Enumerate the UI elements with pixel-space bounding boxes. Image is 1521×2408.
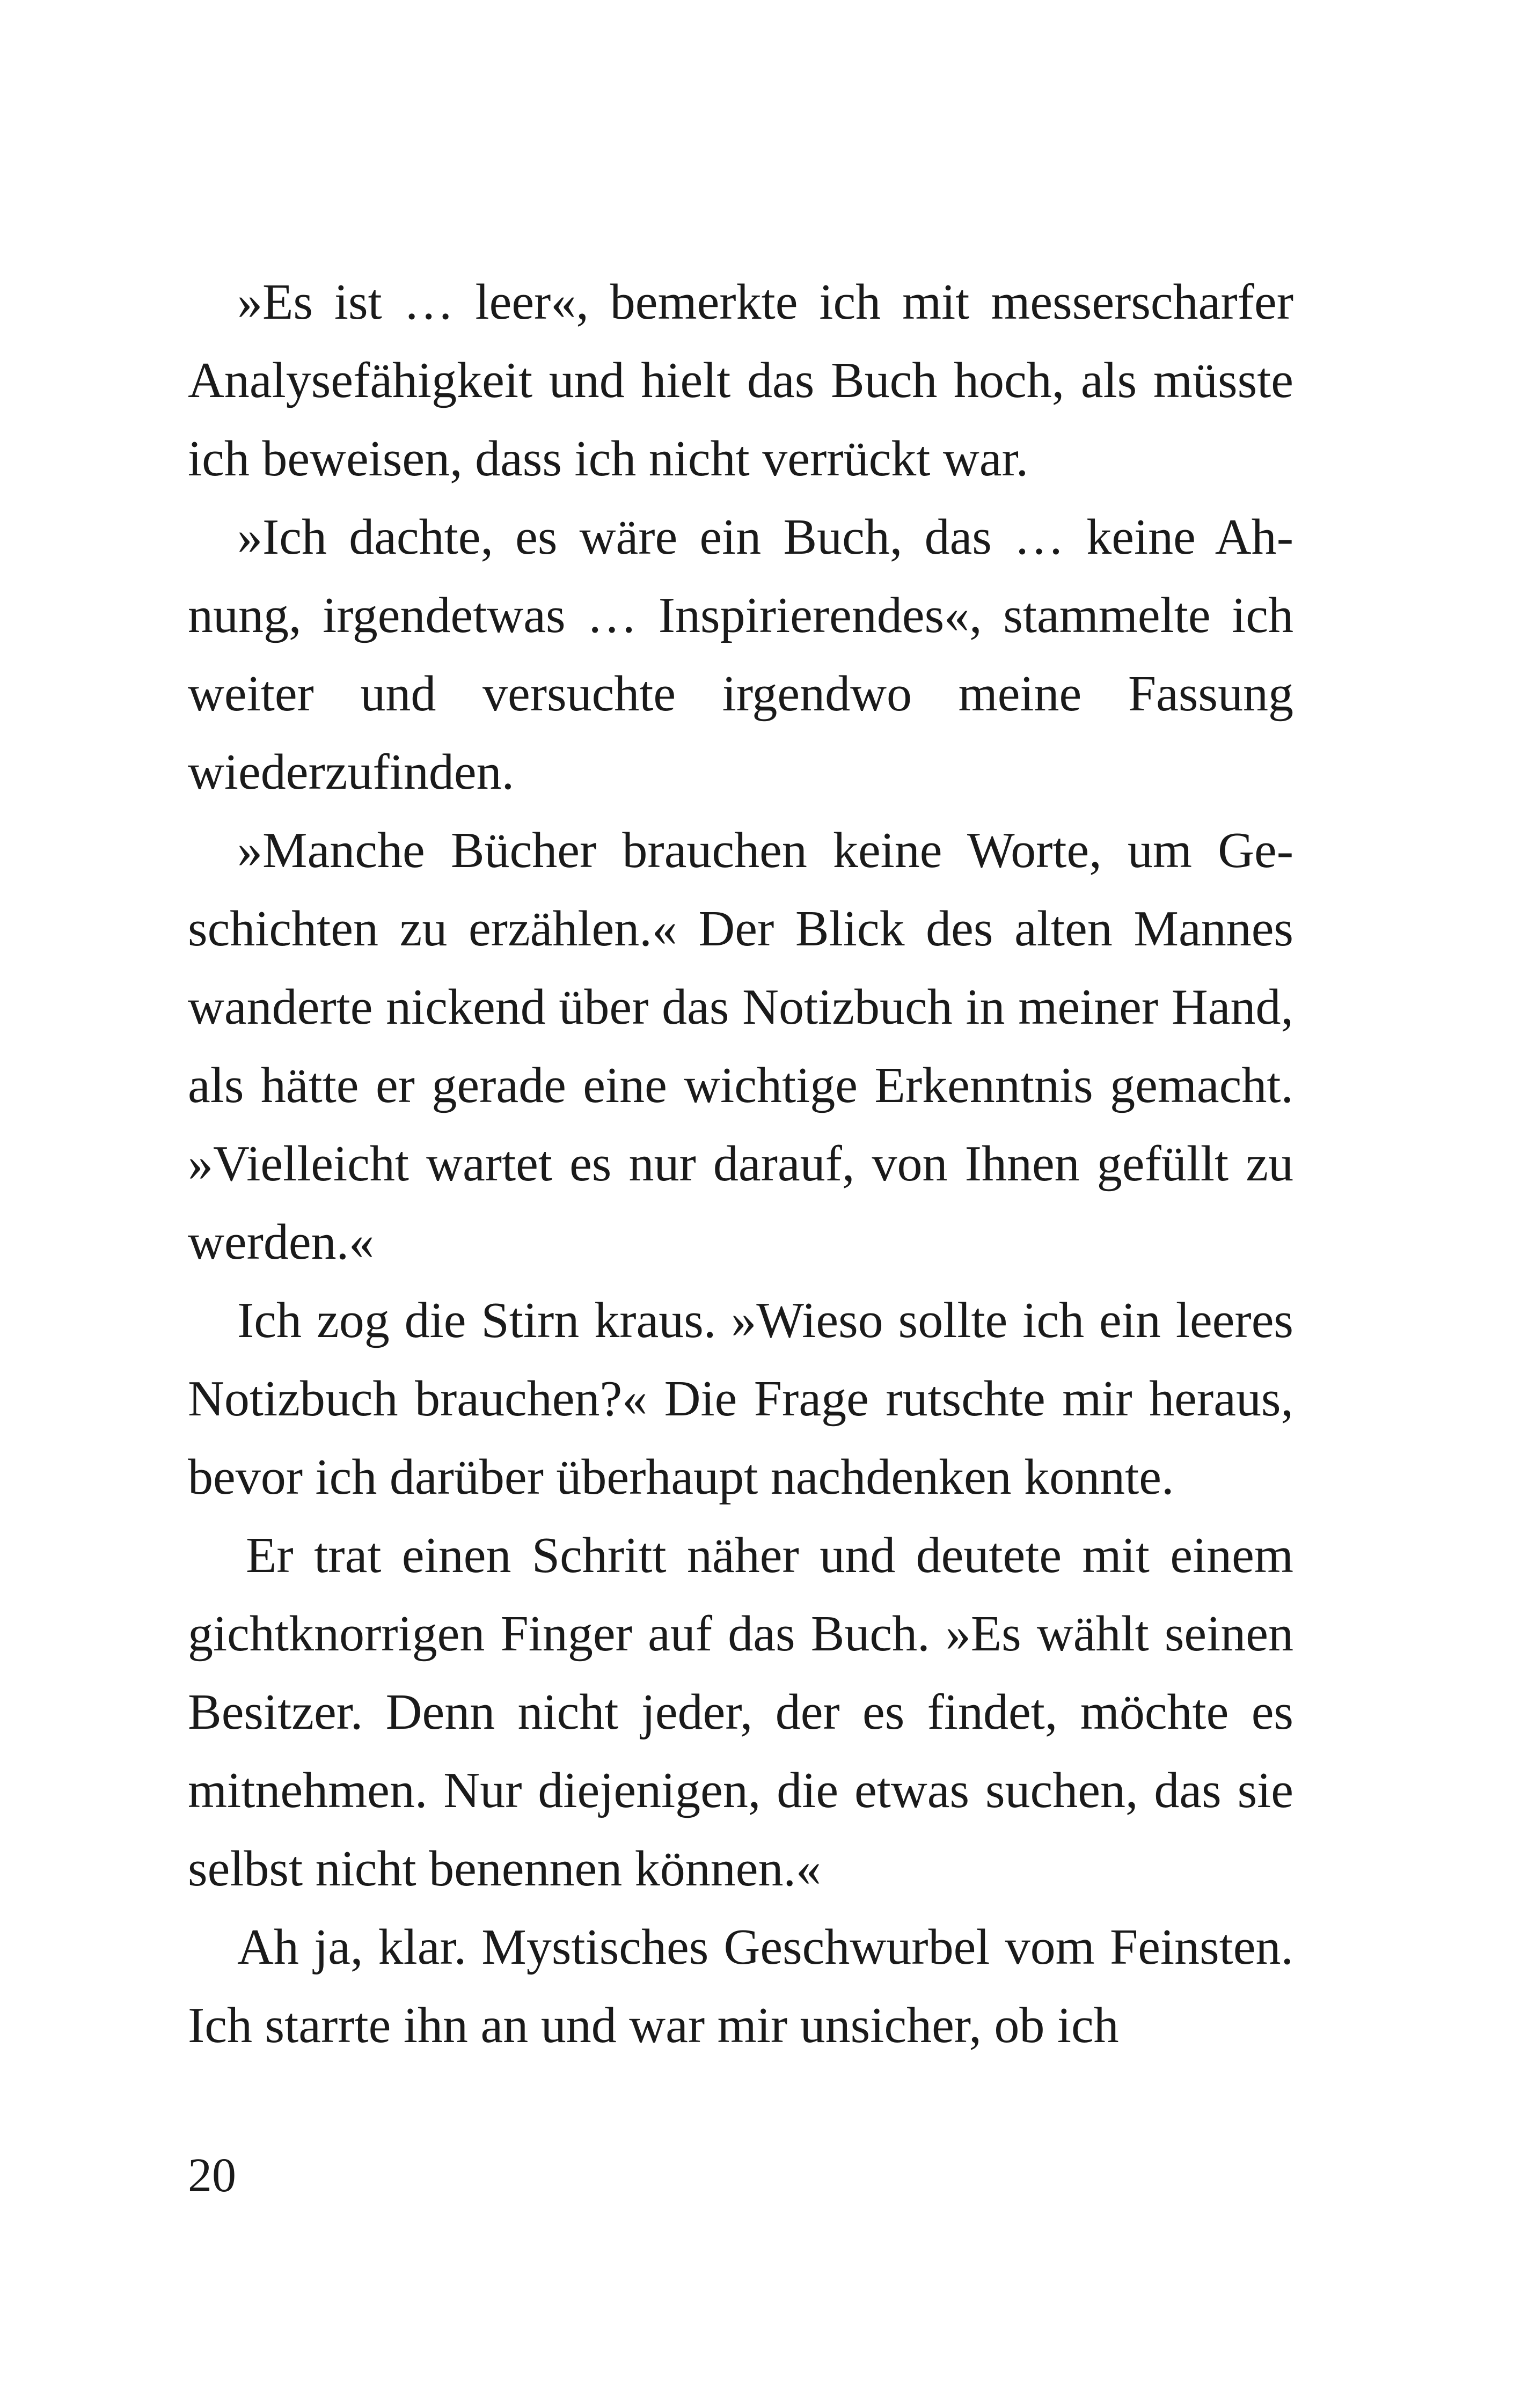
paragraph-2: »Ich dachte, es wäre ein Buch, das … keine Ahnung, irgendetwas … Inspirierendes«, stammelte ich weiter und versuchte irgendwo meine Fassung wiederzufinden.: [188, 509, 1293, 800]
page-number: 20: [188, 2149, 236, 2202]
paragraph-4: Ich zog die Stirn kraus. »Wieso sollte ich ein leeres Notizbuch brauchen?« Die Frage rutschte mir heraus, bevor ich darüber überhaupt nachdenken konnte.: [188, 1293, 1293, 1505]
paragraph-1: »Es ist … leer«, bemerkte ich mit messerscharfer Analysefähigkeit und hielt das Buch hoch, als müsste ich beweisen, dass ich nicht verrückt war.: [188, 274, 1293, 487]
paragraph-6: Ah ja, klar. Mystisches Geschwurbel vom Feinsten. Ich starrte ihn an und war mir unsicher, ob ich: [188, 1919, 1293, 2053]
paragraph-3: »Manche Bücher brauchen keine Worte, um Geschichten zu erzählen.« Der Blick des alten Mannes wanderte nickend über das Notizbuch in meiner Hand, als hätte er gerade eine wichtige Erkenntnis gemacht. »Vielleicht wartet es nur darauf, von Ihnen gefüllt zu werden.«: [188, 823, 1293, 1270]
paragraph-5: Er trat einen Schritt näher und deutete mit einem gichtknorrigen Finger auf das Buch. »Es wählt seinen Besitzer. Denn nicht jeder, der es findet, möchte es mitnehmen. Nur diejenigen, die etwas suchen, das sie selbst nicht benennen können.«: [188, 1528, 1293, 1897]
body-text: [188, 263, 1293, 2065]
